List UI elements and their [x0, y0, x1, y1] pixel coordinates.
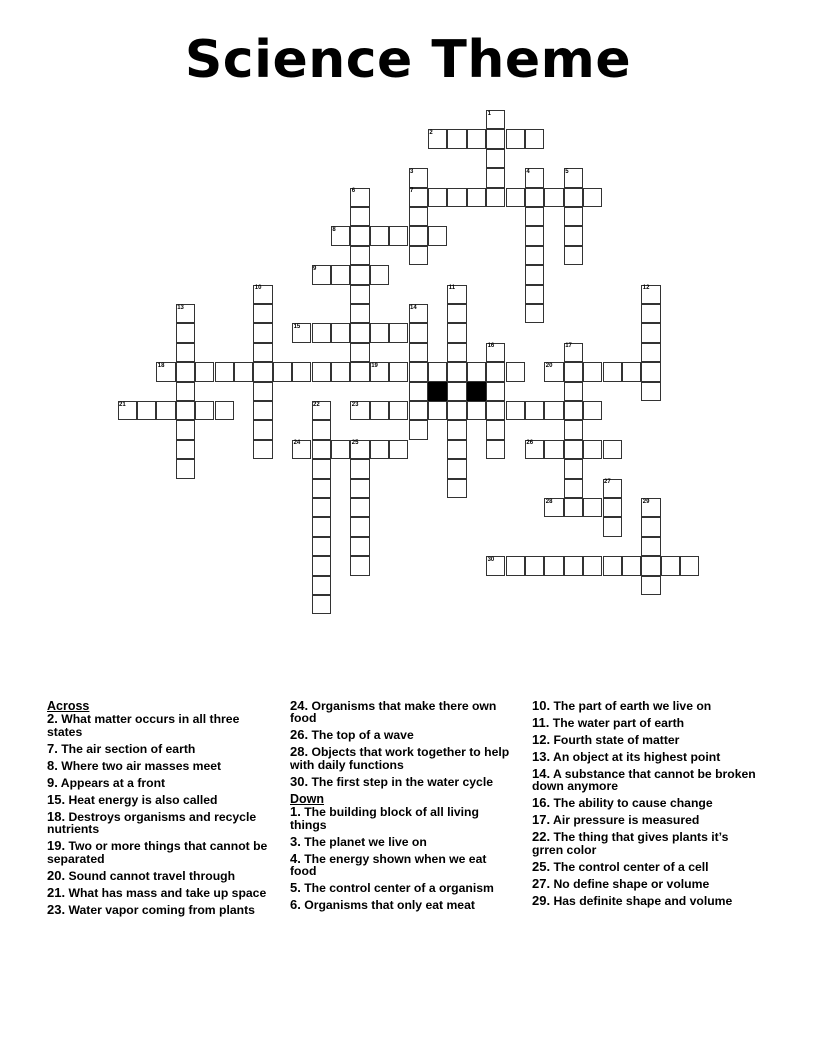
grid-cell[interactable]	[525, 265, 544, 284]
grid-cell[interactable]	[486, 129, 505, 148]
grid-cell[interactable]	[137, 401, 156, 420]
clue-text: Heat energy is also called	[65, 792, 218, 807]
clue-text: The ability to cause change	[550, 796, 713, 811]
grid-cell[interactable]	[253, 362, 272, 381]
clue-number: 16.	[532, 795, 551, 811]
grid-cell[interactable]	[641, 323, 660, 342]
grid-cell[interactable]	[583, 188, 602, 207]
clue-number: 4	[526, 168, 530, 175]
clue-text: The first step in the water cycle	[308, 774, 493, 789]
clue-number: 16	[487, 343, 495, 350]
grid-cell[interactable]	[486, 168, 505, 187]
down-clue	[532, 858, 762, 874]
clue-number: 10.	[532, 698, 551, 713]
clue-number: 14	[410, 304, 417, 311]
grid-cell[interactable]	[253, 401, 272, 420]
grid-cell[interactable]	[506, 362, 525, 381]
grid-cell[interactable]	[350, 343, 369, 362]
grid-cell[interactable]	[583, 556, 602, 575]
clue-number: 21	[119, 401, 126, 408]
grid-cell[interactable]	[253, 323, 272, 342]
across-clue	[290, 746, 510, 771]
grid-cell[interactable]	[331, 265, 350, 284]
grid-cell[interactable]	[312, 517, 331, 536]
grid-cell[interactable]	[312, 440, 331, 459]
grid-cell[interactable]	[447, 459, 466, 478]
down-clue	[532, 814, 762, 826]
clue-number: 29	[642, 498, 650, 505]
across-clue	[47, 740, 277, 756]
clue-number: 22.	[532, 829, 551, 845]
grid-cell[interactable]	[292, 362, 311, 381]
grid-cell[interactable]	[603, 362, 622, 381]
grid-cell[interactable]	[564, 207, 583, 226]
grid-cell[interactable]	[564, 246, 583, 265]
grid-cell[interactable]	[428, 226, 447, 245]
grid-cell[interactable]	[603, 517, 622, 536]
grid-cell[interactable]	[564, 556, 583, 575]
grid-cell[interactable]	[409, 207, 428, 226]
across-header: Across	[47, 699, 90, 713]
grid-cell[interactable]	[350, 207, 369, 226]
grid-cell[interactable]	[447, 188, 466, 207]
grid-cell[interactable]	[583, 440, 602, 459]
grid-cell[interactable]	[253, 382, 272, 401]
clue-number: 9.	[47, 774, 58, 790]
grid-cell[interactable]	[253, 420, 272, 439]
clue-number: 13.	[532, 749, 551, 764]
clue-text: Appears at a front	[57, 775, 166, 790]
grid-cell[interactable]	[389, 362, 408, 381]
clues-column-1	[47, 700, 277, 921]
down-clue	[532, 797, 762, 809]
grid-cell[interactable]	[447, 440, 466, 459]
grid-cell[interactable]	[583, 362, 602, 381]
grid-cell[interactable]	[350, 265, 369, 284]
clue-number: 12.	[532, 732, 551, 747]
across-clue	[47, 867, 277, 883]
clue-number: 11	[448, 285, 456, 292]
grid-cell[interactable]	[409, 323, 428, 342]
down-clue	[290, 806, 510, 831]
across-clue	[290, 729, 510, 741]
grid-cell[interactable]	[641, 517, 660, 536]
grid-cell[interactable]	[409, 343, 428, 362]
clue-number: 6	[351, 188, 356, 195]
grid-cell[interactable]	[564, 188, 583, 207]
clue-number: 20.	[47, 867, 66, 883]
clue-number: 7	[410, 188, 414, 195]
clue-number: 9	[313, 265, 317, 272]
black-square	[428, 382, 447, 401]
grid-cell[interactable]	[467, 188, 486, 207]
grid-cell[interactable]	[506, 129, 525, 148]
clue-number: 30	[487, 556, 495, 563]
clue-number: 2.	[47, 711, 58, 727]
grid-cell[interactable]	[389, 440, 408, 459]
grid-cell[interactable]	[409, 401, 428, 420]
grid-cell[interactable]	[350, 459, 369, 478]
grid-cell[interactable]	[564, 226, 583, 245]
grid-cell[interactable]	[370, 401, 389, 420]
grid-cell[interactable]	[641, 537, 660, 556]
down-clue	[290, 899, 510, 911]
grid-cell[interactable]	[176, 459, 195, 478]
across-clue	[47, 808, 277, 837]
down-clue	[290, 882, 510, 894]
grid-cell[interactable]	[564, 420, 583, 439]
grid-cell[interactable]	[370, 440, 389, 459]
grid-cell[interactable]	[176, 440, 195, 459]
grid-cell[interactable]	[409, 226, 428, 245]
grid-cell[interactable]	[215, 362, 234, 381]
clue-number: 17.	[532, 812, 551, 828]
grid-cell[interactable]	[176, 323, 195, 342]
grid-cell[interactable]	[428, 401, 447, 420]
grid-cell[interactable]	[312, 459, 331, 478]
grid-cell[interactable]	[525, 188, 544, 207]
grid-cell[interactable]	[312, 595, 331, 614]
grid-cell[interactable]	[506, 188, 525, 207]
clue-number: 15	[293, 323, 301, 330]
clue-number: 27	[604, 479, 611, 486]
grid-cell[interactable]	[641, 343, 660, 362]
down-header: Down	[290, 791, 325, 806]
down-clue	[532, 831, 762, 856]
grid-cell[interactable]	[564, 498, 583, 517]
across-clue	[47, 884, 277, 900]
grid-cell[interactable]	[447, 323, 466, 342]
grid-cell[interactable]	[603, 498, 622, 517]
clue-text: The control center of a cell	[550, 859, 709, 874]
grid-cell[interactable]	[350, 323, 369, 342]
clue-number: 5	[565, 168, 569, 175]
down-clue	[532, 700, 762, 712]
clue-number: 25	[351, 440, 359, 447]
grid-cell[interactable]	[176, 420, 195, 439]
clue-text: Has definite shape and volume	[550, 893, 733, 908]
grid-cell[interactable]	[312, 362, 331, 381]
clue-text: A substance that cannot be broken down anymore	[532, 767, 756, 794]
grid-cell[interactable]	[622, 362, 641, 381]
clue-number: 28	[545, 498, 553, 505]
grid-cell[interactable]	[564, 479, 583, 498]
grid-cell[interactable]	[370, 226, 389, 245]
grid-cell[interactable]	[467, 362, 486, 381]
clue-number: 26	[526, 440, 534, 447]
grid-cell[interactable]	[680, 556, 699, 575]
grid-cell[interactable]	[176, 343, 195, 362]
clue-text: Fourth state of matter	[550, 733, 680, 747]
grid-cell[interactable]	[195, 362, 214, 381]
grid-cell[interactable]	[409, 362, 428, 381]
grid-cell[interactable]	[525, 129, 544, 148]
across-clue	[47, 901, 277, 917]
clue-text: The part of earth we live on	[550, 699, 712, 713]
clue-number: 3.	[290, 833, 301, 849]
clue-number: 7.	[47, 740, 58, 756]
grid-cell[interactable]	[253, 440, 272, 459]
clue-number: 29.	[532, 892, 551, 908]
grid-cell[interactable]	[525, 556, 544, 575]
down-clue	[532, 751, 762, 763]
clue-number: 27.	[532, 875, 551, 891]
clue-number: 2	[429, 129, 433, 136]
grid-cell[interactable]	[641, 382, 660, 401]
clue-text: The building block of all living things	[290, 805, 479, 832]
across-clue	[47, 791, 277, 807]
grid-cell[interactable]	[312, 537, 331, 556]
grid-cell[interactable]	[312, 556, 331, 575]
clue-number: 20	[545, 362, 553, 369]
grid-cell[interactable]	[525, 226, 544, 245]
clue-text: What has mass and take up space	[65, 885, 267, 900]
grid-cell[interactable]	[467, 129, 486, 148]
grid-cell[interactable]	[156, 401, 175, 420]
grid-cell[interactable]	[486, 382, 505, 401]
grid-cell[interactable]	[312, 498, 331, 517]
grid-cell[interactable]	[312, 323, 331, 342]
grid-cell[interactable]	[486, 362, 505, 381]
across-clue	[47, 774, 277, 790]
clue-text: Two or more things that cannot be separated	[47, 839, 268, 866]
grid-cell[interactable]	[467, 401, 486, 420]
grid-cell[interactable]	[525, 285, 544, 304]
clue-number: 24	[293, 440, 301, 447]
grid-cell[interactable]	[564, 440, 583, 459]
across-clue	[47, 840, 277, 865]
clue-text: Sound cannot travel through	[65, 868, 236, 883]
grid-cell[interactable]	[564, 401, 583, 420]
clue-text: Objects that work together to help with daily functions	[290, 745, 510, 772]
down-clue	[290, 833, 510, 849]
grid-cell[interactable]	[544, 188, 563, 207]
down-clue	[290, 850, 510, 879]
clue-text: What matter occurs in all three states	[47, 712, 240, 739]
clue-number: 24.	[290, 698, 309, 713]
grid-cell[interactable]	[350, 362, 369, 381]
grid-cell[interactable]	[506, 556, 525, 575]
clues-column-2	[290, 700, 510, 916]
grid-cell[interactable]	[331, 440, 350, 459]
clue-number: 18	[157, 362, 165, 369]
grid-cell[interactable]	[409, 420, 428, 439]
grid-cell[interactable]	[253, 304, 272, 323]
grid-cell[interactable]	[486, 440, 505, 459]
grid-cell[interactable]	[447, 362, 466, 381]
grid-cell[interactable]	[525, 207, 544, 226]
clue-text: Air pressure is measured	[550, 813, 700, 828]
grid-cell[interactable]	[641, 304, 660, 323]
clue-text: The top of a wave	[308, 728, 414, 743]
grid-cell[interactable]	[176, 362, 195, 381]
grid-cell[interactable]	[486, 401, 505, 420]
across-clue	[290, 700, 510, 725]
grid-cell[interactable]	[447, 479, 466, 498]
clue-text: The air section of earth	[57, 741, 196, 756]
clue-number: 30.	[290, 773, 309, 789]
down-clue	[532, 875, 762, 891]
clue-number: 15.	[47, 791, 66, 807]
grid-cell[interactable]	[428, 362, 447, 381]
clue-number: 19.	[47, 838, 66, 854]
grid-cell[interactable]	[486, 188, 505, 207]
grid-cell[interactable]	[389, 226, 408, 245]
down-clue	[532, 892, 762, 908]
grid-cell[interactable]	[350, 517, 369, 536]
clue-number: 23	[351, 401, 359, 408]
grid-cell[interactable]	[409, 246, 428, 265]
grid-cell[interactable]	[603, 556, 622, 575]
clue-number: 1	[487, 110, 491, 117]
grid-cell[interactable]	[331, 323, 350, 342]
clue-text: The energy shown when we eat food	[290, 851, 487, 879]
grid-cell[interactable]	[641, 576, 660, 595]
clue-number: 26.	[290, 727, 309, 743]
grid-cell[interactable]	[350, 304, 369, 323]
grid-cell[interactable]	[447, 382, 466, 401]
down-clue	[532, 768, 762, 793]
grid-cell[interactable]	[312, 479, 331, 498]
clue-text: The thing that gives plants it’s grren color	[532, 830, 729, 857]
grid-cell[interactable]	[234, 362, 253, 381]
grid-cell[interactable]	[525, 304, 544, 323]
clue-number: 8	[332, 226, 336, 233]
grid-cell[interactable]	[544, 556, 563, 575]
clue-number: 4.	[290, 850, 301, 866]
grid-cell[interactable]	[176, 401, 195, 420]
clue-text: The control center of a organism	[300, 881, 494, 896]
grid-cell[interactable]	[409, 382, 428, 401]
grid-cell[interactable]	[486, 149, 505, 168]
grid-cell[interactable]	[370, 265, 389, 284]
grid-cell[interactable]	[350, 556, 369, 575]
grid-cell[interactable]	[447, 401, 466, 420]
clue-text: The planet we live on	[300, 834, 427, 849]
grid-cell[interactable]	[661, 556, 680, 575]
clue-number: 11.	[532, 715, 550, 730]
grid-cell[interactable]	[215, 401, 234, 420]
clue-number: 22	[313, 401, 320, 408]
clue-number: 8.	[47, 757, 58, 773]
clue-text: Organisms that only eat meat	[300, 898, 475, 913]
down-clue	[532, 717, 762, 729]
clue-number: 21.	[47, 884, 66, 900]
clue-number: 19	[371, 362, 378, 369]
grid-cell[interactable]	[331, 362, 350, 381]
clue-text: Destroys organisms and recycle nutrients	[47, 809, 257, 837]
clue-text: An object at its highest point	[550, 750, 721, 764]
across-clue	[47, 757, 277, 773]
grid-cell[interactable]	[176, 382, 195, 401]
down-clue	[532, 734, 762, 746]
clue-number: 5.	[290, 880, 301, 896]
grid-cell[interactable]	[350, 285, 369, 304]
clue-number: 17	[565, 343, 572, 350]
grid-cell[interactable]	[447, 129, 466, 148]
clue-number: 12	[642, 285, 650, 292]
across-clue	[47, 713, 277, 738]
clue-text: No define shape or volume	[550, 876, 710, 891]
clue-text: Water vapor coming from plants	[65, 902, 255, 917]
grid-cell[interactable]	[195, 401, 214, 420]
clue-number: 25.	[532, 858, 551, 874]
grid-cell[interactable]	[350, 479, 369, 498]
grid-cell[interactable]	[641, 556, 660, 575]
grid-cell[interactable]	[544, 440, 563, 459]
grid-cell[interactable]	[525, 246, 544, 265]
clue-text: Where two air masses meet	[57, 758, 222, 773]
grid-cell[interactable]	[370, 323, 389, 342]
grid-cell[interactable]	[428, 188, 447, 207]
grid-cell[interactable]	[253, 343, 272, 362]
grid-cell[interactable]	[506, 401, 525, 420]
grid-cell[interactable]	[603, 440, 622, 459]
clue-number: 14.	[532, 766, 551, 781]
grid-cell[interactable]	[583, 498, 602, 517]
grid-cell[interactable]	[564, 382, 583, 401]
clue-number: 13	[177, 304, 184, 311]
clues-column-3	[532, 700, 762, 912]
clue-number: 1.	[290, 804, 301, 820]
clue-text: The water part of earth	[549, 716, 685, 730]
grid-cell[interactable]	[447, 304, 466, 323]
grid-cell[interactable]	[312, 576, 331, 595]
grid-cell[interactable]	[564, 459, 583, 478]
across-clue	[290, 773, 510, 789]
grid-cell[interactable]	[350, 226, 369, 245]
grid-cell[interactable]	[447, 420, 466, 439]
clue-number: 28.	[290, 744, 309, 760]
clue-number: 3	[410, 168, 414, 175]
grid-cell[interactable]	[389, 401, 408, 420]
grid-cell[interactable]	[622, 556, 641, 575]
clue-text: Organisms that make there own food	[290, 699, 497, 726]
grid-cell[interactable]	[486, 420, 505, 439]
page-title: Science Theme	[184, 30, 632, 90]
black-square	[467, 382, 486, 401]
clue-number: 18.	[47, 808, 66, 824]
clue-number: 10	[254, 285, 262, 292]
grid-cell[interactable]	[525, 401, 544, 420]
grid-cell[interactable]	[641, 362, 660, 381]
grid-cell[interactable]	[544, 401, 563, 420]
clue-number: 6.	[290, 897, 301, 913]
grid-cell[interactable]	[564, 362, 583, 381]
clue-number: 23.	[47, 901, 66, 917]
grid-cell[interactable]	[389, 323, 408, 342]
grid-cell[interactable]	[583, 401, 602, 420]
grid-cell[interactable]	[350, 498, 369, 517]
grid-cell[interactable]	[447, 343, 466, 362]
grid-cell[interactable]	[350, 246, 369, 265]
grid-cell[interactable]	[312, 420, 331, 439]
grid-cell[interactable]	[350, 537, 369, 556]
grid-cell[interactable]	[273, 362, 292, 381]
